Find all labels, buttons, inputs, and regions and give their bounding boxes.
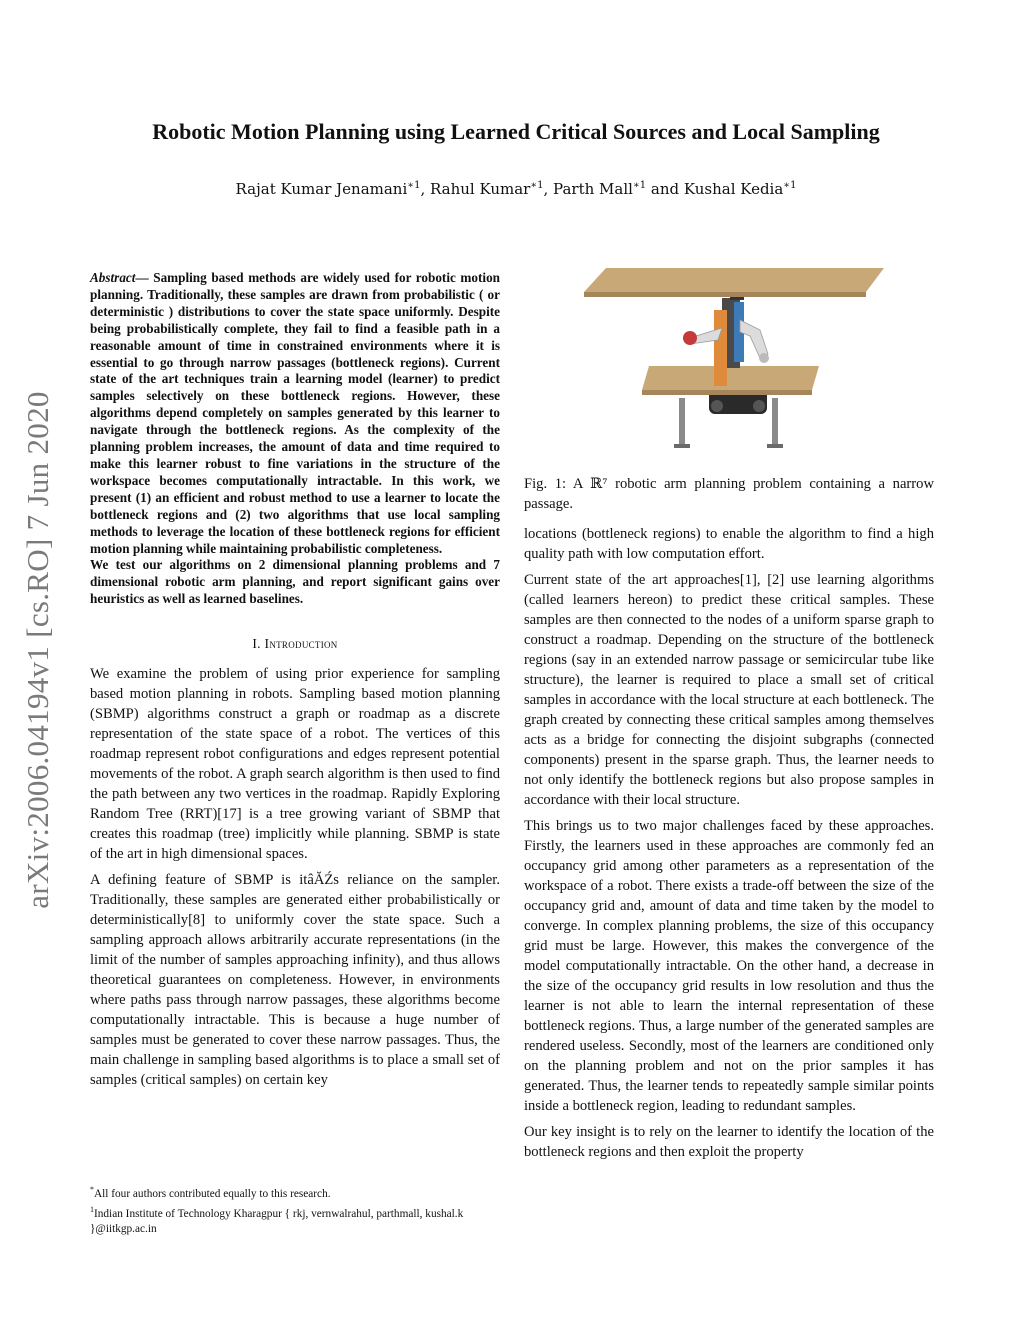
footnotes	[90, 1182, 500, 1237]
figure-1-caption: Fig. 1: A ℝ⁷ robotic arm planning problem containing a narrow passage.	[524, 476, 934, 512]
abstract-paragraph-2: We test our algorithms on 2 dimensional planning problems and 7 dimensional robotic arm planning, and report significant gains over heuristics as well as learned baselines.	[90, 557, 500, 607]
abstract	[90, 270, 500, 608]
section-heading-introduction: I. Introduction	[252, 636, 338, 652]
gripper-left	[683, 331, 697, 345]
intro-paragraph-2: A defining feature of SBMP is itâĂŹs reliance on the sampler. Traditionally, these samples are generated either probabilistically or deterministically[8] to uniformly cover the state space. Such a sampling approach allows arbitrarily accurate representations (in the limit of the number of samples approaching infinity), and thus allows theoretical guarantees on completeness. However, in environments where paths pass through narrow passages, these algorithms become computationally intractable. This is because a huge number of samples must be generated to cover these narrow passages. Thus, the main challenge in sampling based algorithms is to place a small set of samples (critical samples) on certain key	[90, 872, 500, 1089]
gripper-right	[759, 353, 769, 363]
orange-obstacle	[714, 310, 727, 386]
author-2: Rahul Kumar$^{∗1}$,	[429, 180, 554, 198]
robot-arm-illustration	[524, 258, 934, 466]
figure-1-robot-arm	[524, 258, 934, 466]
upper-table-top	[584, 268, 884, 292]
right-column-body	[524, 524, 934, 1162]
lower-table-top	[642, 366, 819, 390]
arxiv-identifier	[16, 365, 60, 935]
wheel-right	[753, 400, 765, 412]
intro-paragraph-1: We examine the problem of using prior experience for sampling based motion planning in robots. Sampling based motion planning (SBMP) algorithms construct a graph or roadmap as a discrete representation of the state space of a robot. The vertices of this roadmap represent robot configurations and edges represent potential movements of the robot. A graph search algorithm is then used to find the path between any two vertices in the roadmap. Rapidly Exploring Random Tree (RRT)[17] is a tree growing variant of SBMP that creates this roadmap (tree) implicitly while planning. SBMP is state of the art in high dimensional spaces.	[90, 666, 500, 863]
author-list	[60, 175, 972, 200]
arxiv-id-text: arXiv:2006.04194v1 [cs.RO] 7 Jun 2020	[20, 391, 55, 909]
footnote-2: $^1$Indian Institute of Technology Kharagpur { rkj, vernwalrahul, parthmall, kushal.k }@iitkgp.ac.in	[90, 1204, 464, 1235]
abstract-label: Abstract	[90, 270, 136, 285]
right-paragraph-2: Current state of the art approaches[1], [2] use learning algorithms (called learners hereon) to predict these critical samples. These samples are then connected to the nodes of a uniform sparse graph to construct a roadmap. Depending on the structure of the bottleneck regions (say in an extended narrow passage or semicircular tube like structure), the learner is required to place a small set of critical samples in accordance with the local structure at each bottleneck. The graph created by connecting these critical samples among themselves acts as a bridge for connecting the disjoint subgraphs (connected components) present in the sparse graph. Thus, the learner needs to not only identify the bottleneck regions but also propose samples in accordance with their local structure.	[524, 572, 934, 808]
author-4: Kushal Kedia$^{∗1}$	[683, 180, 797, 198]
author-1: Rajat Kumar Jenamani$^{∗1}$,	[235, 180, 430, 198]
right-paragraph-4: Our key insight is to rely on the learner to identify the location of the bottleneck regions and then exploit the property	[524, 1124, 934, 1160]
right-paragraph-1: locations (bottleneck regions) to enable the algorithm to find a high quality path with low computation effort.	[524, 526, 934, 562]
lower-table-edge	[642, 390, 812, 395]
author-3: Parth Mall$^{∗1}$ and	[553, 180, 684, 198]
footnote-1: *All four authors contributed equally to this research.	[90, 1185, 331, 1200]
right-column	[524, 258, 934, 1168]
left-column	[90, 270, 500, 1096]
right-paragraph-3: This brings us to two major challenges faced by these approaches. Firstly, the learners used in these approaches are commonly fed an occupancy grid among other parameters as a representation of the workspace of a robot. There exists a trade-off between the size of the occupancy grid and, amount of data and time taken by the model to converge. In complex planning problems, the size of this occupancy grid must be large. However, this makes the convergence of the model computationally intractable. On the other hand, a decrease in the size of the occupancy grid results in low resolution and thus the learner is not able to learn the internal representation of these bottleneck regions. Thus, a large number of the generated samples are rendered useless. Secondly, most of the learners are conditioned only on the planning problem and not on the prior samples it has generated. Thus, the learner tends to repeatedly sample similar points inside a bottleneck region, leading to redundant samples.	[524, 818, 934, 1114]
table-foot-left	[674, 444, 690, 448]
introduction-body	[90, 664, 500, 1090]
upper-table-edge	[584, 292, 866, 297]
abstract-paragraph-1: Abstract— Sampling based methods are widely used for robotic motion planning. Traditionally, these samples are drawn from probabilistic ( or deterministic ) distributions to cover the state space uniformly. Despite being probabilistically complete, they fail to find a feasible path in a reasonable amount of time in constrained environments where it is essential to go through narrow passages (bottleneck regions). Current state of the art techniques train a learning model (learner) to predict samples selectively on these bottleneck regions. However, these algorithms depend completely on samples generated by this learner to navigate through the bottleneck regions. As the complexity of the planning problem increases, the amount of data and time required to make this learner robust to fine variations in the structure of the workspace becomes computationally intractable. In this work, we present (1) an efficient and robust method to use a learner to locate the bottleneck regions and (2) two algorithms that use local sampling methods to leverage the location of these bottleneck regions for efficient motion planning while maintaining probabilistic completeness.	[90, 270, 500, 556]
table-foot-right	[767, 444, 783, 448]
robot-arm-right	[740, 320, 768, 358]
wheel-left	[711, 400, 723, 412]
paper-title: Robotic Motion Planning using Learned Critical Sources and Local Sampling	[152, 119, 880, 144]
table-leg-right	[772, 398, 778, 446]
table-leg-left	[679, 398, 685, 446]
